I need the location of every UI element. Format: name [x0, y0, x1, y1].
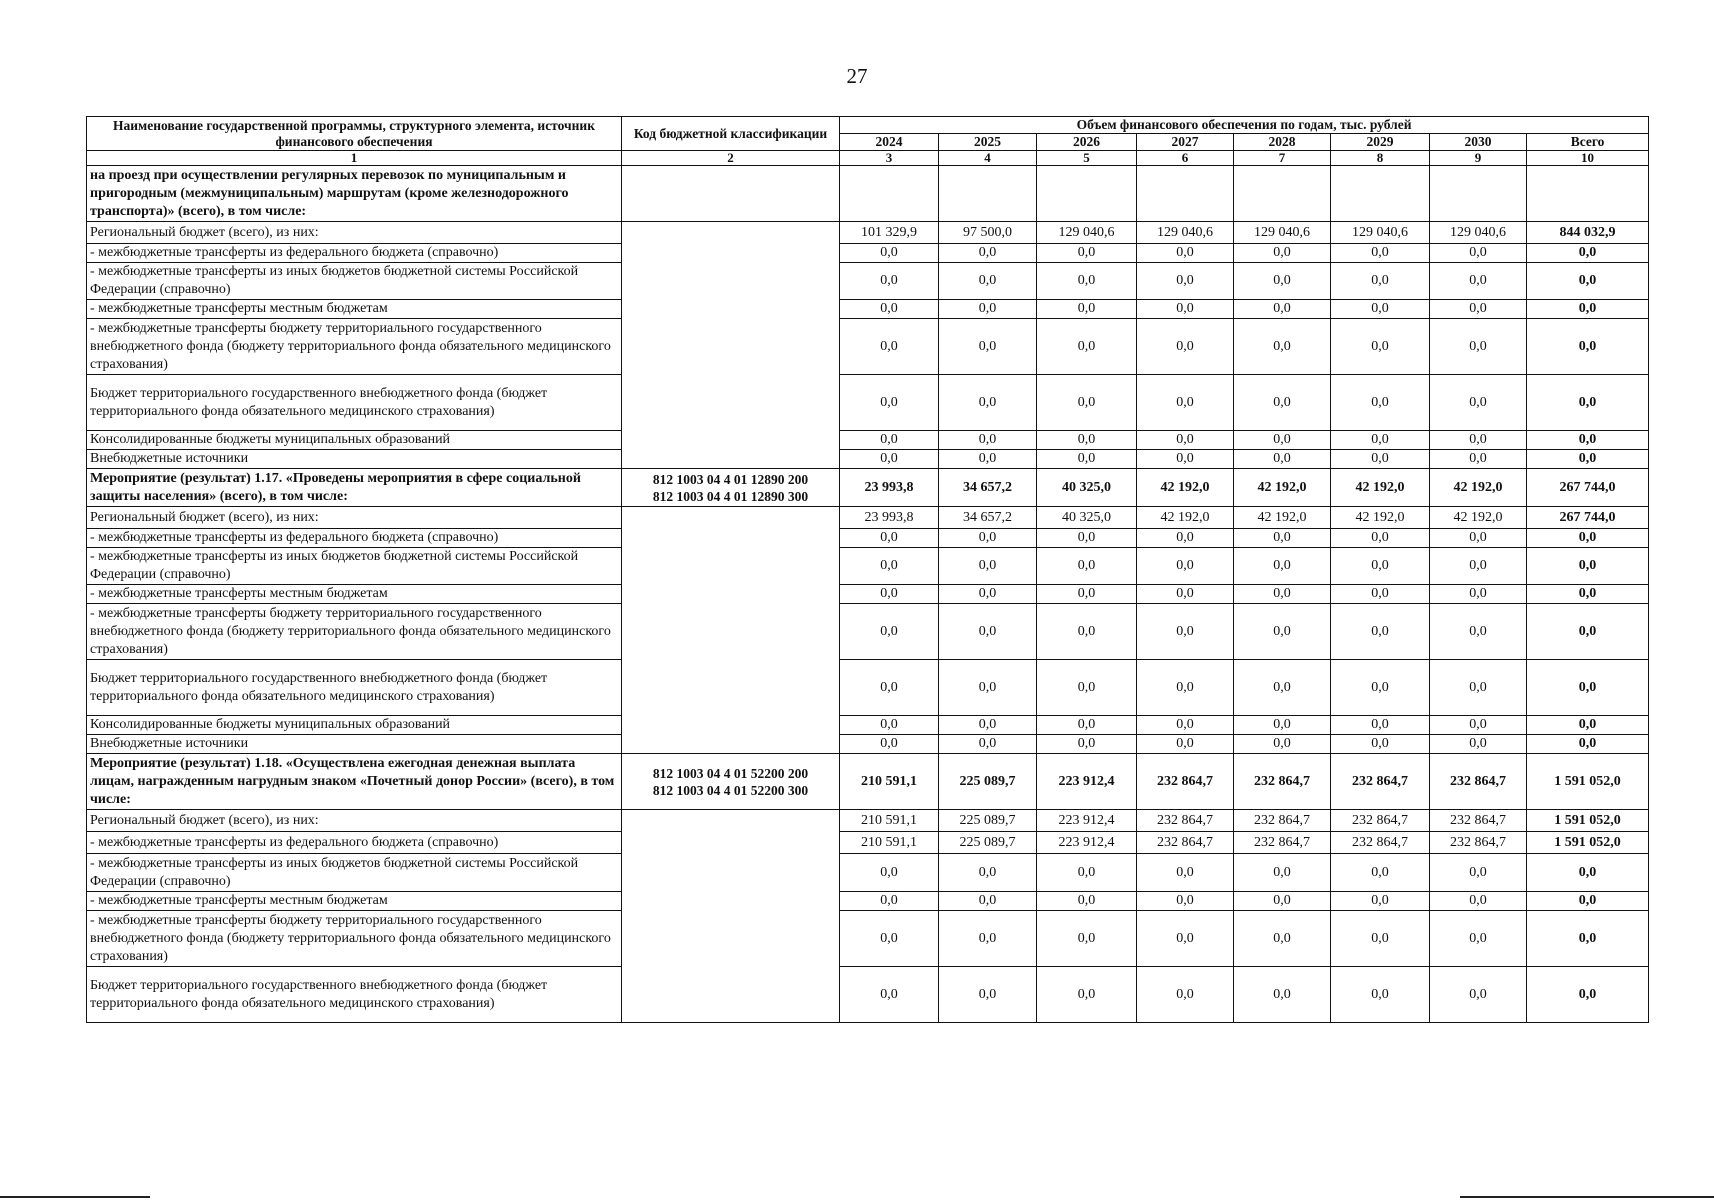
page-number: 27 — [846, 64, 868, 88]
year-value: 23 993,8 — [840, 507, 939, 529]
year-value: 0,0 — [1037, 892, 1137, 911]
year-value: 0,0 — [1331, 585, 1430, 604]
year-value: 0,0 — [1234, 319, 1331, 375]
table-row — [87, 892, 1649, 911]
row-name: - межбюджетные трансферты из иных бюджетов бюджетной системы Российской Федерации (справочно) — [87, 548, 622, 585]
column-number: 10 — [1527, 151, 1649, 166]
year-value: 232 864,7 — [1430, 810, 1527, 832]
year-value: 0,0 — [840, 735, 939, 754]
total-value: 0,0 — [1527, 660, 1649, 716]
year-value: 232 864,7 — [1234, 832, 1331, 854]
year-value: 0,0 — [1037, 300, 1137, 319]
table-row — [87, 604, 1649, 660]
column-number: 8 — [1331, 151, 1430, 166]
year-value: 0,0 — [1037, 529, 1137, 548]
year-value: 0,0 — [840, 300, 939, 319]
year-value: 0,0 — [840, 892, 939, 911]
row-name: Внебюджетные источники — [87, 450, 622, 469]
year-value: 0,0 — [1331, 263, 1430, 300]
year-value: 0,0 — [939, 548, 1037, 585]
total-value: 1 591 052,0 — [1527, 832, 1649, 854]
total-value: 267 744,0 — [1527, 469, 1649, 507]
year-value: 42 192,0 — [1430, 469, 1527, 507]
year-value: 0,0 — [1430, 529, 1527, 548]
year-value: 0,0 — [1331, 375, 1430, 431]
table-row — [87, 469, 1649, 507]
year-value: 0,0 — [1331, 604, 1430, 660]
year-value: 232 864,7 — [1430, 754, 1527, 810]
header-name: Наименование государственной программы, структурного элемента, источник финансового обеспечения — [87, 117, 622, 151]
header-volume: Объем финансового обеспечения по годам, тыс. рублей — [840, 117, 1649, 134]
row-name: Региональный бюджет (всего), из них: — [87, 810, 622, 832]
year-value: 0,0 — [1430, 375, 1527, 431]
year-value: 0,0 — [1137, 735, 1234, 754]
table-row — [87, 716, 1649, 735]
row-name: - межбюджетные трансферты местным бюджетам — [87, 585, 622, 604]
year-value: 0,0 — [840, 263, 939, 300]
header-year: 2030 — [1430, 134, 1527, 151]
year-value: 0,0 — [1234, 854, 1331, 892]
row-name: - межбюджетные трансферты из федерального бюджета (справочно) — [87, 244, 622, 263]
year-value: 0,0 — [1331, 735, 1430, 754]
year-value: 0,0 — [939, 854, 1037, 892]
table-row — [87, 263, 1649, 300]
year-value: 129 040,6 — [1037, 222, 1137, 244]
year-value: 0,0 — [1037, 263, 1137, 300]
year-value: 223 912,4 — [1037, 754, 1137, 810]
year-value: 0,0 — [1037, 431, 1137, 450]
year-value — [1430, 166, 1527, 222]
year-value: 0,0 — [939, 300, 1037, 319]
year-value: 42 192,0 — [1137, 469, 1234, 507]
year-value — [840, 166, 939, 222]
table-row — [87, 450, 1649, 469]
budget-code: 812 1003 04 4 01 52200 300 — [652, 782, 809, 798]
total-value: 0,0 — [1527, 716, 1649, 735]
year-value: 0,0 — [840, 716, 939, 735]
row-name: - межбюджетные трансферты бюджету территориального государственного внебюджетного фонда (бюджету территориального фонда обязательного медицинского страхования) — [87, 319, 622, 375]
year-value: 0,0 — [840, 375, 939, 431]
year-value: 42 192,0 — [1234, 469, 1331, 507]
column-number: 2 — [622, 151, 840, 166]
header-year: 2029 — [1331, 134, 1430, 151]
year-value: 0,0 — [1234, 892, 1331, 911]
total-value: 0,0 — [1527, 854, 1649, 892]
year-value: 0,0 — [1234, 548, 1331, 585]
year-value: 232 864,7 — [1234, 810, 1331, 832]
year-value: 0,0 — [1430, 319, 1527, 375]
row-name: - межбюджетные трансферты бюджету территориального государственного внебюджетного фонда (бюджету территориального фонда обязательного медицинского страхования) — [87, 911, 622, 967]
total-value: 0,0 — [1527, 548, 1649, 585]
year-value: 0,0 — [1234, 911, 1331, 967]
year-value: 0,0 — [840, 244, 939, 263]
year-value: 0,0 — [1037, 585, 1137, 604]
year-value: 129 040,6 — [1331, 222, 1430, 244]
year-value: 225 089,7 — [939, 832, 1037, 854]
row-name: - межбюджетные трансферты местным бюджетам — [87, 300, 622, 319]
year-value: 42 192,0 — [1234, 507, 1331, 529]
year-value: 101 329,9 — [840, 222, 939, 244]
year-value: 232 864,7 — [1430, 832, 1527, 854]
year-value: 0,0 — [1137, 548, 1234, 585]
total-value: 0,0 — [1527, 319, 1649, 375]
year-value: 0,0 — [1137, 660, 1234, 716]
row-name: Бюджет территориального государственного внебюджетного фонда (бюджет территориального фонда обязательного медицинского страхования) — [87, 375, 622, 431]
table-row — [87, 548, 1649, 585]
year-value: 0,0 — [1430, 244, 1527, 263]
row-name: - межбюджетные трансферты бюджету территориального государственного внебюджетного фонда (бюджету территориального фонда обязательного медицинского страхования) — [87, 604, 622, 660]
table-row — [87, 911, 1649, 967]
year-value: 0,0 — [1331, 548, 1430, 585]
column-number: 3 — [840, 151, 939, 166]
row-name: - межбюджетные трансферты из федерального бюджета (справочно) — [87, 529, 622, 548]
year-value: 0,0 — [1430, 431, 1527, 450]
year-value: 0,0 — [1430, 892, 1527, 911]
table-row — [87, 854, 1649, 892]
year-value: 0,0 — [939, 375, 1037, 431]
total-value: 0,0 — [1527, 735, 1649, 754]
year-value: 0,0 — [1430, 300, 1527, 319]
total-value: 0,0 — [1527, 450, 1649, 469]
column-number: 6 — [1137, 151, 1234, 166]
year-value: 223 912,4 — [1037, 810, 1137, 832]
year-value: 0,0 — [1234, 735, 1331, 754]
header-total: Всего — [1527, 134, 1649, 151]
year-value: 0,0 — [1137, 604, 1234, 660]
year-value: 0,0 — [1331, 300, 1430, 319]
column-number: 7 — [1234, 151, 1331, 166]
total-value: 0,0 — [1527, 431, 1649, 450]
table-row — [87, 222, 1649, 244]
year-value: 0,0 — [939, 585, 1037, 604]
year-value: 0,0 — [840, 854, 939, 892]
year-value: 232 864,7 — [1331, 754, 1430, 810]
total-value: 0,0 — [1527, 263, 1649, 300]
year-value: 0,0 — [840, 529, 939, 548]
year-value: 0,0 — [1331, 660, 1430, 716]
row-name: - межбюджетные трансферты из иных бюджетов бюджетной системы Российской Федерации (справочно) — [87, 263, 622, 300]
column-number: 4 — [939, 151, 1037, 166]
year-value: 0,0 — [939, 911, 1037, 967]
year-value: 0,0 — [1037, 548, 1137, 585]
year-value: 129 040,6 — [1234, 222, 1331, 244]
year-value: 0,0 — [1137, 319, 1234, 375]
year-value: 0,0 — [1234, 431, 1331, 450]
header-year: 2024 — [840, 134, 939, 151]
year-value: 0,0 — [1234, 244, 1331, 263]
year-value: 0,0 — [939, 604, 1037, 660]
year-value: 0,0 — [1234, 967, 1331, 1023]
year-value: 0,0 — [840, 548, 939, 585]
year-value: 42 192,0 — [1331, 507, 1430, 529]
year-value: 23 993,8 — [840, 469, 939, 507]
budget-code-cell — [622, 810, 840, 1023]
year-value: 0,0 — [1137, 431, 1234, 450]
year-value: 0,0 — [939, 660, 1037, 716]
year-value: 0,0 — [1331, 854, 1430, 892]
table-row — [87, 529, 1649, 548]
year-value: 0,0 — [840, 431, 939, 450]
year-value: 0,0 — [1137, 529, 1234, 548]
total-value: 0,0 — [1527, 892, 1649, 911]
table-row — [87, 507, 1649, 529]
year-value: 97 500,0 — [939, 222, 1037, 244]
table-row — [87, 967, 1649, 1023]
year-value: 232 864,7 — [1331, 810, 1430, 832]
table-row — [87, 166, 1649, 222]
year-value: 0,0 — [840, 604, 939, 660]
year-value: 0,0 — [1430, 548, 1527, 585]
year-value: 0,0 — [1331, 529, 1430, 548]
year-value: 0,0 — [1331, 911, 1430, 967]
year-value: 42 192,0 — [1331, 469, 1430, 507]
column-number: 9 — [1430, 151, 1527, 166]
table-row — [87, 810, 1649, 832]
year-value: 0,0 — [1430, 967, 1527, 1023]
year-value — [1234, 166, 1331, 222]
header-year: 2025 — [939, 134, 1037, 151]
year-value: 40 325,0 — [1037, 469, 1137, 507]
row-name: Консолидированные бюджеты муниципальных образований — [87, 431, 622, 450]
budget-code: 812 1003 04 4 01 12890 300 — [652, 488, 809, 504]
year-value: 0,0 — [939, 431, 1037, 450]
year-value: 129 040,6 — [1430, 222, 1527, 244]
table-row — [87, 319, 1649, 375]
year-value: 40 325,0 — [1037, 507, 1137, 529]
total-value: 844 032,9 — [1527, 222, 1649, 244]
year-value: 0,0 — [840, 660, 939, 716]
year-value: 0,0 — [939, 450, 1037, 469]
year-value: 0,0 — [1234, 263, 1331, 300]
row-name: Региональный бюджет (всего), из них: — [87, 222, 622, 244]
year-value: 0,0 — [840, 967, 939, 1023]
year-value: 0,0 — [1331, 450, 1430, 469]
year-value: 0,0 — [1137, 263, 1234, 300]
table-row — [87, 585, 1649, 604]
header-year: 2028 — [1234, 134, 1331, 151]
year-value: 0,0 — [1037, 375, 1137, 431]
year-value: 0,0 — [1037, 244, 1137, 263]
year-value: 0,0 — [1430, 716, 1527, 735]
row-name: Бюджет территориального государственного внебюджетного фонда (бюджет территориального фонда обязательного медицинского страхования) — [87, 967, 622, 1023]
year-value: 0,0 — [1234, 660, 1331, 716]
year-value: 42 192,0 — [1430, 507, 1527, 529]
year-value: 0,0 — [1037, 450, 1137, 469]
scan-edge-line — [1460, 1196, 1714, 1198]
total-value: 0,0 — [1527, 604, 1649, 660]
year-value: 0,0 — [1331, 967, 1430, 1023]
table-row — [87, 431, 1649, 450]
total-value: 1 591 052,0 — [1527, 810, 1649, 832]
year-value: 0,0 — [939, 892, 1037, 911]
year-value: 0,0 — [1037, 716, 1137, 735]
year-value: 210 591,1 — [840, 832, 939, 854]
budget-code: 812 1003 04 4 01 52200 200 — [652, 765, 809, 781]
year-value: 223 912,4 — [1037, 832, 1137, 854]
year-value: 34 657,2 — [939, 507, 1037, 529]
year-value: 0,0 — [1037, 735, 1137, 754]
row-name: Бюджет территориального государственного внебюджетного фонда (бюджет территориального фонда обязательного медицинского страхования) — [87, 660, 622, 716]
year-value: 232 864,7 — [1137, 754, 1234, 810]
year-value: 210 591,1 — [840, 810, 939, 832]
year-value: 0,0 — [1234, 450, 1331, 469]
year-value: 0,0 — [1137, 911, 1234, 967]
budget-code-cell — [622, 754, 840, 810]
year-value: 210 591,1 — [840, 754, 939, 810]
total-value: 0,0 — [1527, 244, 1649, 263]
year-value: 0,0 — [1234, 300, 1331, 319]
year-value: 0,0 — [1234, 529, 1331, 548]
year-value: 0,0 — [1430, 604, 1527, 660]
table-row — [87, 754, 1649, 810]
year-value: 0,0 — [1430, 450, 1527, 469]
year-value: 129 040,6 — [1137, 222, 1234, 244]
year-value: 0,0 — [939, 263, 1037, 300]
year-value: 42 192,0 — [1137, 507, 1234, 529]
year-value: 0,0 — [1331, 892, 1430, 911]
year-value: 0,0 — [1331, 431, 1430, 450]
table-row — [87, 300, 1649, 319]
table-row — [87, 832, 1649, 854]
year-value: 0,0 — [1037, 911, 1137, 967]
year-value: 0,0 — [1430, 911, 1527, 967]
total-value: 0,0 — [1527, 911, 1649, 967]
header-year: 2026 — [1037, 134, 1137, 151]
year-value: 0,0 — [1234, 375, 1331, 431]
year-value: 0,0 — [1430, 585, 1527, 604]
year-value: 0,0 — [840, 450, 939, 469]
year-value: 0,0 — [1234, 585, 1331, 604]
year-value: 232 864,7 — [1137, 832, 1234, 854]
year-value: 0,0 — [1137, 585, 1234, 604]
total-value: 0,0 — [1527, 585, 1649, 604]
header-year: 2027 — [1137, 134, 1234, 151]
total-value: 0,0 — [1527, 529, 1649, 548]
year-value: 0,0 — [1234, 604, 1331, 660]
total-value: 0,0 — [1527, 967, 1649, 1023]
year-value: 232 864,7 — [1234, 754, 1331, 810]
year-value: 0,0 — [1137, 716, 1234, 735]
budget-code: 812 1003 04 4 01 12890 200 — [652, 471, 809, 487]
total-value: 1 591 052,0 — [1527, 754, 1649, 810]
year-value: 0,0 — [1137, 300, 1234, 319]
year-value: 0,0 — [1331, 716, 1430, 735]
row-name: на проезд при осуществлении регулярных перевозок по муниципальным и пригородным (межмуниципальным) маршрутам (кроме железнодорожного транспорта)» (всего), в том числе: — [87, 166, 622, 222]
year-value: 0,0 — [1430, 735, 1527, 754]
year-value — [1037, 166, 1137, 222]
total-value: 267 744,0 — [1527, 507, 1649, 529]
year-value: 0,0 — [1037, 604, 1137, 660]
year-value: 0,0 — [939, 244, 1037, 263]
year-value: 0,0 — [939, 967, 1037, 1023]
year-value: 0,0 — [1430, 263, 1527, 300]
year-value: 0,0 — [1137, 450, 1234, 469]
year-value: 232 864,7 — [1137, 810, 1234, 832]
total-value: 0,0 — [1527, 375, 1649, 431]
row-name: - межбюджетные трансферты местным бюджетам — [87, 892, 622, 911]
budget-code-cell — [622, 507, 840, 754]
column-number: 1 — [87, 151, 622, 166]
table-row — [87, 735, 1649, 754]
financing-table — [86, 116, 1649, 1023]
year-value: 0,0 — [1037, 854, 1137, 892]
row-name: Региональный бюджет (всего), из них: — [87, 507, 622, 529]
row-name: - межбюджетные трансферты из иных бюджетов бюджетной системы Российской Федерации (справочно) — [87, 854, 622, 892]
header-code: Код бюджетной классификации — [622, 117, 840, 151]
year-value: 0,0 — [939, 529, 1037, 548]
total-value — [1527, 166, 1649, 222]
year-value: 0,0 — [939, 716, 1037, 735]
year-value: 0,0 — [1137, 375, 1234, 431]
year-value: 0,0 — [939, 735, 1037, 754]
row-name: - межбюджетные трансферты из федерального бюджета (справочно) — [87, 832, 622, 854]
year-value: 0,0 — [1137, 854, 1234, 892]
year-value: 0,0 — [840, 911, 939, 967]
year-value: 225 089,7 — [939, 810, 1037, 832]
year-value: 0,0 — [840, 319, 939, 375]
row-name: Мероприятие (результат) 1.17. «Проведены мероприятия в сфере социальной защиты населения» (всего), в том числе: — [87, 469, 622, 507]
total-value: 0,0 — [1527, 300, 1649, 319]
column-number: 5 — [1037, 151, 1137, 166]
year-value — [939, 166, 1037, 222]
row-name: Консолидированные бюджеты муниципальных образований — [87, 716, 622, 735]
year-value: 0,0 — [1234, 716, 1331, 735]
year-value: 0,0 — [1037, 967, 1137, 1023]
year-value: 0,0 — [1137, 892, 1234, 911]
year-value: 0,0 — [1430, 854, 1527, 892]
year-value — [1331, 166, 1430, 222]
year-value: 0,0 — [1137, 967, 1234, 1023]
year-value: 0,0 — [1331, 319, 1430, 375]
table-row — [87, 375, 1649, 431]
year-value: 34 657,2 — [939, 469, 1037, 507]
year-value: 0,0 — [1331, 244, 1430, 263]
year-value — [1137, 166, 1234, 222]
year-value: 0,0 — [1037, 660, 1137, 716]
year-value: 0,0 — [939, 319, 1037, 375]
row-name: Внебюджетные источники — [87, 735, 622, 754]
year-value: 0,0 — [1430, 660, 1527, 716]
year-value: 232 864,7 — [1331, 832, 1430, 854]
budget-code-cell — [622, 469, 840, 507]
budget-code-cell — [622, 222, 840, 469]
table-row — [87, 244, 1649, 263]
scan-edge-line — [0, 1196, 150, 1198]
table-body — [87, 166, 1649, 1023]
year-value: 225 089,7 — [939, 754, 1037, 810]
budget-code-cell — [622, 166, 840, 222]
year-value: 0,0 — [840, 585, 939, 604]
row-name: Мероприятие (результат) 1.18. «Осуществлена ежегодная денежная выплата лицам, награжденным нагрудным знаком «Почетный донор России» (всего), в том числе: — [87, 754, 622, 810]
year-value: 0,0 — [1037, 319, 1137, 375]
table-row — [87, 660, 1649, 716]
year-value: 0,0 — [1137, 244, 1234, 263]
